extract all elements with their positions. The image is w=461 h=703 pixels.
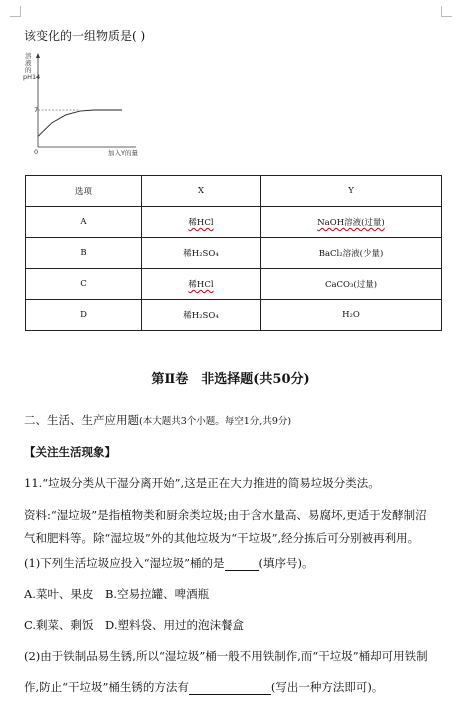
ph-curve — [38, 110, 122, 136]
table-row — [26, 269, 442, 300]
header-y: Y — [261, 176, 442, 207]
x-cell — [142, 300, 261, 331]
crop-mark-right — [441, 6, 452, 17]
q11-material-line-1: 资料:“湿垃圾”是指植物类和厨余类垃圾;由于含水量高、易腐坏,更适于发酵制沼 — [24, 508, 427, 522]
y-cell — [261, 269, 442, 300]
y-axis-label-4: pH — [23, 73, 33, 81]
option-cell: A — [26, 207, 142, 238]
table-header-row — [26, 176, 442, 207]
options-table — [25, 175, 442, 331]
q11-sub2-text: 作,防止“干垃圾”桶生锈的方法有 — [24, 680, 189, 694]
y-value: NaOH溶液(过量) — [317, 218, 385, 228]
option-cell: C — [26, 269, 142, 300]
table-row — [26, 238, 442, 269]
y-axis-label-3: 的 — [25, 66, 32, 74]
x-value: 稀H₂SO₄ — [183, 249, 219, 259]
answer-blank-2[interactable] — [189, 680, 271, 695]
q11-sub2-line-2 — [24, 679, 383, 695]
part2-note: (本大题共3个小题。每空1分,共9分) — [139, 416, 292, 427]
ph-chart — [18, 46, 158, 158]
x-cell — [142, 269, 261, 300]
part2-heading: 二、生活、生产应用题 — [24, 413, 139, 427]
y-value: BaCl₂溶液(少量) — [318, 249, 384, 259]
x-value: 稀HCl — [188, 218, 214, 228]
y-axis-label-2: 液 — [25, 59, 32, 67]
table-row — [26, 300, 442, 331]
y-cell — [261, 300, 442, 331]
q11-sub1-text: (1)下列生活垃圾应投入“湿垃圾”桶的是 — [24, 556, 225, 570]
header-option: 选项 — [26, 176, 142, 207]
option-cell: B — [26, 238, 142, 269]
q11-stem: 11.“垃圾分类从干湿分离开始”,这是正在大力推进的简易垃圾分类法。 — [24, 476, 380, 490]
x-cell — [142, 207, 261, 238]
y-tick-14: 14 — [32, 73, 41, 81]
q11-material-line-2: 气和肥料等。除“湿垃圾”外的其他垃圾为“干垃圾”,经分拣后可分别被再利用。 — [24, 531, 420, 545]
x-value: 稀HCl — [188, 280, 214, 290]
q11-sub2-line-1: (2)由于铁制品易生锈,所以“湿垃圾”桶一般不用铁制作,而“干垃圾”桶却可用铁制 — [24, 649, 428, 663]
y-cell — [261, 238, 442, 269]
question-stem: 该变化的一组物质是( ) — [24, 29, 146, 43]
x-value: 稀H₂SO₄ — [183, 311, 219, 321]
y-tick-7: 7 — [34, 106, 39, 114]
y-axis-label-1: 溶 — [25, 52, 32, 60]
q11-sub1 — [24, 555, 314, 571]
q11-sub1-suffix: (填序号)。 — [258, 556, 314, 570]
origin-label: 0 — [34, 148, 39, 156]
table-row — [26, 207, 442, 238]
q11-sub2-suffix: (写出一种方法即可)。 — [270, 680, 384, 694]
x-axis-label: 加入Y的量 — [108, 149, 138, 157]
y-cell — [261, 207, 442, 238]
q11-choices-line-1: A.菜叶、果皮 B.空易拉罐、啤酒瓶 — [24, 587, 210, 601]
option-cell: D — [26, 300, 142, 331]
part2-heading-line — [24, 412, 291, 428]
section-title: 第Ⅱ卷 非选择题(共50分) — [151, 372, 310, 387]
answer-blank-1[interactable] — [225, 556, 259, 571]
topic-heading: 【关注生活现象】 — [24, 445, 116, 459]
x-cell — [142, 238, 261, 269]
crop-mark-left — [10, 6, 21, 17]
q11-choices-line-2: C.剩菜、剩饭 D.塑料袋、用过的泡沫餐盒 — [24, 618, 245, 632]
header-x: X — [142, 176, 261, 207]
y-value: H₂O — [342, 310, 360, 320]
y-value: CaCO₃(过量) — [324, 280, 378, 290]
y-axis-arrow — [36, 53, 40, 58]
